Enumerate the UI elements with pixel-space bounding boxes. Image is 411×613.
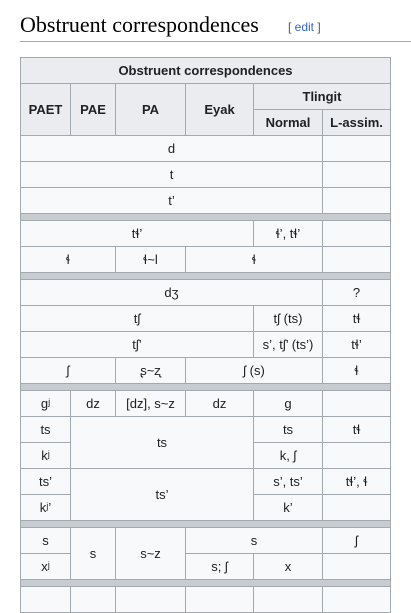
separator-cell: [21, 214, 391, 221]
table-caption: Obstruent correspondences: [21, 58, 391, 84]
table-cell: [dz], s~z: [116, 391, 186, 417]
table-cell: ts’: [21, 469, 71, 495]
table-cell: x: [254, 554, 323, 580]
table-row: [21, 587, 391, 613]
table-cell: ʃ: [323, 528, 391, 554]
table-cell-empty: [323, 391, 391, 417]
table-cell-empty: [186, 587, 254, 613]
table-cell: s’, tʃ’ (ts’): [254, 332, 323, 358]
table-cell: ʂ~ʐ: [116, 358, 186, 384]
group-separator: [21, 521, 391, 528]
table-row: [21, 221, 391, 247]
table-cell: dʒ: [21, 280, 323, 306]
table-cell-empty: [323, 136, 391, 162]
table-cell-empty: [323, 554, 391, 580]
table-caption-row: [21, 58, 391, 84]
table-row: [21, 306, 391, 332]
separator-cell: [21, 580, 391, 587]
table-cell: k’: [254, 495, 323, 521]
table-cell: tʃ: [21, 306, 254, 332]
table-cell: s’, ts’: [254, 469, 323, 495]
table-cell-empty: [71, 587, 116, 613]
table-cell: tɬ’: [21, 221, 254, 247]
group-separator: [21, 214, 391, 221]
table-cell: tɬ’: [323, 332, 391, 358]
table-row: [21, 162, 391, 188]
table-cell-empty: [323, 247, 391, 273]
table-cell: ɬ~l: [116, 247, 186, 273]
table-cell: s: [21, 528, 71, 554]
section-heading: [20, 10, 411, 42]
header-row: [21, 84, 391, 110]
table-cell: tɬ: [323, 306, 391, 332]
edit-section-link[interactable]: edit: [294, 20, 315, 34]
col-header-lassim: L-assim.: [323, 110, 391, 136]
table-cell: xʲ: [21, 554, 71, 580]
col-header-tlingit: Tlingit: [254, 84, 391, 110]
table-row: [21, 391, 391, 417]
table-cell: s: [71, 528, 116, 580]
table-cell: ɬ: [323, 358, 391, 384]
table-cell: ʃ (s): [186, 358, 323, 384]
edit-section-link-wrapper: [288, 20, 321, 34]
table-cell-empty: [323, 221, 391, 247]
group-separator: [21, 384, 391, 391]
table-row: [21, 417, 391, 443]
table-cell-empty: [323, 162, 391, 188]
col-header-eyak: Eyak: [186, 84, 254, 136]
table-cell: ts’: [71, 469, 254, 521]
table-cell: ɬ: [186, 247, 323, 273]
table-cell: ɬ: [21, 247, 116, 273]
separator-cell: [21, 273, 391, 280]
table-row: [21, 332, 391, 358]
table-cell: d: [21, 136, 323, 162]
separator-cell: [21, 521, 391, 528]
edit-bracket-open: [: [288, 20, 295, 34]
table-row: [21, 469, 391, 495]
col-header-normal: Normal: [254, 110, 323, 136]
col-header-pae: PAE: [71, 84, 116, 136]
table-cell: gʲ: [21, 391, 71, 417]
group-separator: [21, 273, 391, 280]
table-cell-empty: [323, 495, 391, 521]
col-header-pa: PA: [116, 84, 186, 136]
separator-cell: [21, 384, 391, 391]
table-cell: ts: [71, 417, 254, 469]
table-cell-empty: [323, 443, 391, 469]
table-cell: dz: [71, 391, 116, 417]
table-cell: g: [254, 391, 323, 417]
table-cell: ts: [21, 417, 71, 443]
table-cell: tɬ: [323, 417, 391, 443]
table-cell: k, ʃ: [254, 443, 323, 469]
table-cell: tɬ’, ɬ: [323, 469, 391, 495]
table-row: [21, 358, 391, 384]
obstruent-correspondence-table: [20, 57, 391, 613]
table-cell: kʲ: [21, 443, 71, 469]
table-cell: tʃ’: [21, 332, 254, 358]
table-row: [21, 528, 391, 554]
table-cell: s: [186, 528, 323, 554]
table-cell: tʃ (ts): [254, 306, 323, 332]
edit-bracket-close: ]: [314, 20, 321, 34]
table-cell-empty: [116, 587, 186, 613]
table-cell: s; ʃ: [186, 554, 254, 580]
table-cell-empty: [21, 587, 71, 613]
table-cell: ɬ’, tɬ’: [254, 221, 323, 247]
table-cell: s~z: [116, 528, 186, 580]
table-cell: kʲ’: [21, 495, 71, 521]
table-wrapper: [20, 57, 391, 613]
table-row: [21, 247, 391, 273]
table-row: [21, 136, 391, 162]
table-cell-empty: [323, 587, 391, 613]
table-row: [21, 188, 391, 214]
table-cell: ʃ: [21, 358, 116, 384]
table-row: [21, 280, 391, 306]
table-cell-empty: [323, 188, 391, 214]
group-separator: [21, 580, 391, 587]
table-cell-empty: [254, 587, 323, 613]
table-cell: dz: [186, 391, 254, 417]
table-cell: t’: [21, 188, 323, 214]
section-title: Obstruent correspondences: [20, 12, 259, 37]
table-cell: ts: [254, 417, 323, 443]
table-cell: ?: [323, 280, 391, 306]
table-cell: t: [21, 162, 323, 188]
col-header-paet: PAET: [21, 84, 71, 136]
